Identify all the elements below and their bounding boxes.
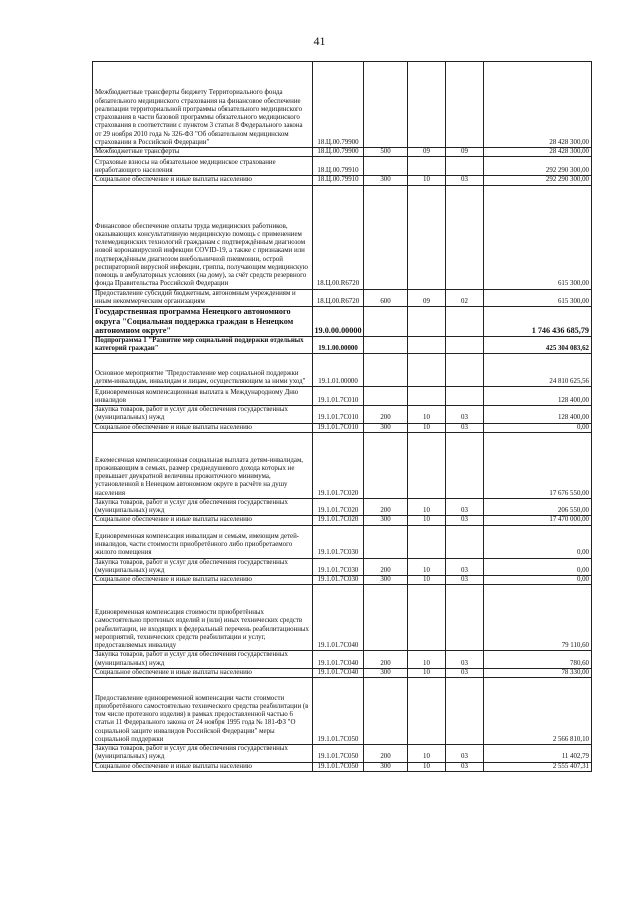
row-name: Единовременная компенсация стоимости приобретённых самостоятельно протезных изделий и (или) иных технических средств реабилитации, не входящих в федеральный перечень реабилитационных мероприятий, технических средств реабилитации и услуг, предоставляемых инвалиду — [93, 585, 313, 651]
row-expense-type: 600 — [364, 289, 408, 307]
table-row — [93, 157, 592, 176]
budget-table — [92, 61, 592, 772]
row-code: 19.1.01.7С030 — [313, 525, 364, 558]
row-subsection — [446, 185, 484, 289]
row-code: 18.Ц.00.R6720 — [313, 289, 364, 307]
row-expense-type: 200 — [364, 651, 408, 669]
row-expense-type: 200 — [364, 558, 408, 576]
row-code: 18.Ц.00.79900 — [313, 148, 364, 157]
table-row — [93, 176, 592, 185]
row-section: 10 — [408, 516, 446, 525]
row-section: 10 — [408, 558, 446, 576]
row-subsection: 03 — [446, 498, 484, 516]
row-code: 19.1.01.7С030 — [313, 576, 364, 585]
row-code: 19.1.01.7С010 — [313, 423, 364, 432]
row-name: Страховые взносы на обязательное медицинское страхование неработающего населения — [93, 157, 313, 176]
table-row — [93, 354, 592, 387]
table-row — [93, 432, 592, 498]
row-expense-type: 300 — [364, 762, 408, 771]
table-row — [93, 762, 592, 771]
row-expense-type — [364, 185, 408, 289]
table-row — [93, 289, 592, 307]
row-code: 19.1.01.7С040 — [313, 668, 364, 677]
row-name: Социальное обеспечение и иные выплаты населению — [93, 423, 313, 432]
row-name: Основное мероприятие "Предоставление мер социальной поддержки детям-инвалидам, инвалидам и лицам, осуществляющим за ними уход" — [93, 354, 313, 387]
row-subsection: 03 — [446, 762, 484, 771]
row-subsection: 02 — [446, 289, 484, 307]
row-subsection — [446, 678, 484, 745]
row-code: 19.1.01.00000 — [313, 354, 364, 387]
row-subsection: 03 — [446, 176, 484, 185]
row-amount: 425 304 083,62 — [484, 336, 592, 354]
row-amount: 128 400,00 — [484, 387, 592, 406]
row-section — [408, 354, 446, 387]
row-expense-type — [364, 336, 408, 354]
row-subsection: 03 — [446, 558, 484, 576]
row-section — [408, 525, 446, 558]
row-expense-type — [364, 432, 408, 498]
row-code: 18.Ц.00.79910 — [313, 176, 364, 185]
row-subsection — [446, 387, 484, 406]
row-subsection — [446, 354, 484, 387]
row-code: 18.Ц.00.79900 — [313, 62, 364, 148]
row-expense-type — [364, 157, 408, 176]
row-amount: 11 402,79 — [484, 745, 592, 763]
row-section: 10 — [408, 576, 446, 585]
row-subsection — [446, 432, 484, 498]
table-row — [93, 185, 592, 289]
row-section — [408, 678, 446, 745]
row-amount: 24 810 625,56 — [484, 354, 592, 387]
row-expense-type — [364, 387, 408, 406]
row-name: Закупка товаров, работ и услуг для обеспечения государственных (муниципальных) нужд — [93, 651, 313, 669]
table-row — [93, 745, 592, 763]
row-amount: 292 290 300,00 — [484, 176, 592, 185]
row-section — [408, 585, 446, 651]
table-row — [93, 387, 592, 406]
row-section: 09 — [408, 148, 446, 157]
row-expense-type — [364, 585, 408, 651]
row-name: Закупка товаров, работ и услуг для обеспечения государственных (муниципальных) нужд — [93, 498, 313, 516]
row-name: Государственная программа Ненецкого автономного округа "Социальная поддержка граждан в Ненецком автономном округе" — [93, 307, 313, 337]
row-amount: 2 555 407,31 — [484, 762, 592, 771]
row-subsection: 03 — [446, 668, 484, 677]
table-row — [93, 498, 592, 516]
table-row — [93, 148, 592, 157]
row-subsection — [446, 157, 484, 176]
row-code: 19.1.00.00000 — [313, 336, 364, 354]
row-amount: 78 330,00 — [484, 668, 592, 677]
row-code: 19.1.01.7С010 — [313, 387, 364, 406]
row-expense-type — [364, 678, 408, 745]
row-code: 19.1.01.7С050 — [313, 678, 364, 745]
row-amount: 128 400,00 — [484, 406, 592, 424]
row-amount: 28 428 300,00 — [484, 148, 592, 157]
row-name: Финансовое обеспечение оплаты труда медицинских работников, оказывающих консультативную медицинскую помощь с применением телемедицинских технологий гражданам с подтверждённым диагнозом новой коронавирусной инфекции COVID-19, а также с признаками или подтверждённым диагнозом внебольничной пневмонии, острой респираторной вирусной инфекции, гриппа, получающим медицинскую помощь в амбулаторных условиях (на дому), за счёт средств резервного фонда Правительства Российской Федерации — [93, 185, 313, 289]
row-expense-type: 200 — [364, 498, 408, 516]
row-amount: 615 300,00 — [484, 289, 592, 307]
row-amount: 79 110,60 — [484, 585, 592, 651]
row-name: Социальное обеспечение и иные выплаты населению — [93, 516, 313, 525]
row-subsection — [446, 585, 484, 651]
row-expense-type — [364, 354, 408, 387]
row-amount: 28 428 300,00 — [484, 62, 592, 148]
row-section — [408, 307, 446, 337]
row-subsection: 03 — [446, 651, 484, 669]
row-expense-type: 200 — [364, 745, 408, 763]
row-subsection: 03 — [446, 406, 484, 424]
row-section: 09 — [408, 289, 446, 307]
row-section: 10 — [408, 651, 446, 669]
row-code: 19.1.01.7С010 — [313, 406, 364, 424]
row-expense-type — [364, 62, 408, 148]
row-expense-type: 300 — [364, 516, 408, 525]
table-row — [93, 406, 592, 424]
row-section — [408, 336, 446, 354]
row-expense-type — [364, 307, 408, 337]
table-row — [93, 678, 592, 745]
row-code: 18.Ц.00.79910 — [313, 157, 364, 176]
row-amount: 0,00 — [484, 525, 592, 558]
row-name: Социальное обеспечение и иные выплаты населению — [93, 668, 313, 677]
row-subsection: 03 — [446, 576, 484, 585]
row-amount: 0,00 — [484, 558, 592, 576]
row-subsection — [446, 525, 484, 558]
row-name: Предоставление субсидий бюджетным, автономным учреждениям и иным некоммерческим организациям — [93, 289, 313, 307]
row-code: 19.1.01.7С020 — [313, 432, 364, 498]
row-expense-type: 300 — [364, 176, 408, 185]
row-subsection — [446, 336, 484, 354]
table-row — [93, 668, 592, 677]
table-row — [93, 307, 592, 337]
row-section — [408, 432, 446, 498]
row-amount: 17 470 000,00 — [484, 516, 592, 525]
row-subsection: 03 — [446, 745, 484, 763]
row-expense-type — [364, 525, 408, 558]
table-row — [93, 558, 592, 576]
row-name: Предоставление единовременной компенсации части стоимости приобретённого самостоятельно технического средства реабилитации (в том числе протезного изделия) в рамках предоставленной частью 6 статьи 11 Федерального закона от 24 ноября 1995 года № 181-ФЗ "О социальной защите инвалидов Российской Федерации" меры социальной поддержки — [93, 678, 313, 745]
row-name: Закупка товаров, работ и услуг для обеспечения государственных (муниципальных) нужд — [93, 406, 313, 424]
table-row — [93, 585, 592, 651]
row-code: 19.1.01.7С040 — [313, 585, 364, 651]
row-name: Ежемесячная компенсационная социальная выплата детям-инвалидам, проживающим в семьях, размер среднедушевого дохода которых не превышает двукратной величины прожиточного минимума, установленной в Ненецком автономном округе в расчёте на душу населения — [93, 432, 313, 498]
row-code: 18.Ц.00.R6720 — [313, 185, 364, 289]
row-section: 10 — [408, 745, 446, 763]
row-amount: 292 290 300,00 — [484, 157, 592, 176]
row-code: 19.1.01.7С040 — [313, 651, 364, 669]
row-amount: 0,00 — [484, 423, 592, 432]
row-section — [408, 157, 446, 176]
row-name: Закупка товаров, работ и услуг для обеспечения государственных (муниципальных) нужд — [93, 745, 313, 763]
row-section: 10 — [408, 423, 446, 432]
row-name: Социальное обеспечение и иные выплаты населению — [93, 576, 313, 585]
row-name: Подпрограмма 1 "Развитие мер социальной поддержки отдельных категорий граждан" — [93, 336, 313, 354]
row-section: 10 — [408, 406, 446, 424]
row-subsection: 03 — [446, 423, 484, 432]
row-amount: 17 676 550,00 — [484, 432, 592, 498]
row-name: Межбюджетные трансферты — [93, 148, 313, 157]
row-expense-type: 500 — [364, 148, 408, 157]
row-section: 10 — [408, 668, 446, 677]
row-amount: 615 300,00 — [484, 185, 592, 289]
row-name: Единовременная компенсация инвалидам и семьям, имеющим детей-инвалидов, части стоимости приобретённого либо приобретаемого жилого помещения — [93, 525, 313, 558]
row-section — [408, 185, 446, 289]
table-row — [93, 336, 592, 354]
row-amount: 0,00 — [484, 576, 592, 585]
table-row — [93, 525, 592, 558]
row-amount: 1 746 436 685,79 — [484, 307, 592, 337]
page-number: 41 — [313, 34, 326, 48]
row-code: 19.1.01.7С030 — [313, 558, 364, 576]
row-section: 10 — [408, 498, 446, 516]
row-section: 10 — [408, 176, 446, 185]
row-name: Закупка товаров, работ и услуг для обеспечения государственных (муниципальных) нужд — [93, 558, 313, 576]
row-subsection — [446, 307, 484, 337]
row-name: Социальное обеспечение и иные выплаты населению — [93, 176, 313, 185]
row-expense-type: 300 — [364, 668, 408, 677]
table-row — [93, 516, 592, 525]
row-section — [408, 62, 446, 148]
row-code: 19.1.01.7С020 — [313, 498, 364, 516]
row-code: 19.1.01.7С050 — [313, 745, 364, 763]
row-code: 19.1.01.7С020 — [313, 516, 364, 525]
row-name: Социальное обеспечение и иные выплаты населению — [93, 762, 313, 771]
row-expense-type: 200 — [364, 406, 408, 424]
row-expense-type: 300 — [364, 576, 408, 585]
row-expense-type: 300 — [364, 423, 408, 432]
row-section — [408, 387, 446, 406]
row-amount: 780,60 — [484, 651, 592, 669]
row-name: Межбюджетные трансферты бюджету Территориального фонда обязательного медицинского страхования на финансовое обеспечение реализации территориальной программы обязательного медицинского страхования в части базовой программы обязательного медицинского страхования в соответствии с пунктом 3 статьи 8 Федерального закона от 29 ноября 2010 года № 326-ФЗ "Об обязательном медицинском страховании в Российской Федерации" — [93, 62, 313, 148]
row-section: 10 — [408, 762, 446, 771]
row-subsection — [446, 62, 484, 148]
row-subsection: 09 — [446, 148, 484, 157]
row-code: 19.1.01.7С050 — [313, 762, 364, 771]
table-row — [93, 576, 592, 585]
row-amount: 2 566 810,10 — [484, 678, 592, 745]
row-subsection: 03 — [446, 516, 484, 525]
table-row — [93, 651, 592, 669]
table-row — [93, 62, 592, 148]
row-code: 19.0.00.00000 — [313, 307, 364, 337]
row-name: Единовременная компенсационная выплата к Международному Дню инвалидов — [93, 387, 313, 406]
row-amount: 206 550,00 — [484, 498, 592, 516]
table-row — [93, 423, 592, 432]
